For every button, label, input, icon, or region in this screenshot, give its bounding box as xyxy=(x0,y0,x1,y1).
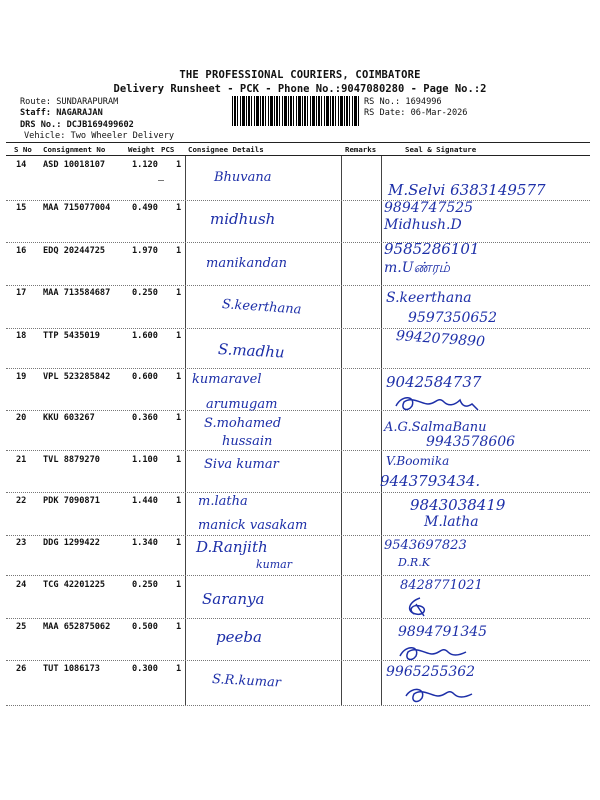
row-weight: 0.250 xyxy=(132,288,158,298)
signature-handwriting: V.Boomika xyxy=(386,454,450,468)
row-consignment-no: MAA 715077004 xyxy=(43,203,111,213)
company-title: THE PROFESSIONAL COURIERS, COIMBATORE xyxy=(179,69,421,81)
row-sno: 22 xyxy=(16,496,27,506)
row-separator xyxy=(6,328,590,329)
row-separator xyxy=(6,368,590,369)
row-separator xyxy=(6,705,590,706)
row-pcs: 1 xyxy=(176,331,182,341)
consignee-handwriting: D.Ranjith xyxy=(196,538,268,556)
barcode xyxy=(232,96,360,126)
row-consignment-no: TTP 5435019 xyxy=(43,331,100,341)
row-pcs: 1 xyxy=(176,246,182,256)
signature-handwriting: 9042584737 xyxy=(386,373,482,391)
seal-column-divider xyxy=(381,156,382,706)
col-consignee-details: Consignee Details xyxy=(188,145,264,154)
row-separator xyxy=(6,575,590,576)
signature-handwriting: 9965255362 xyxy=(386,664,476,680)
signature-handwriting: 9894791345 xyxy=(398,624,488,640)
row-pcs: 1 xyxy=(176,664,182,674)
signature-scribble xyxy=(402,684,482,706)
row-consignment-no: TCG 42201225 xyxy=(43,580,106,590)
row-pcs: 1 xyxy=(176,455,182,465)
row-sno: 23 xyxy=(16,538,27,548)
row-sno: 18 xyxy=(16,331,27,341)
consignee-handwriting: m.latha xyxy=(198,494,248,509)
consignee-handwriting: S.madhu xyxy=(217,340,285,362)
col-weight: Weight xyxy=(128,145,155,154)
signature-scribble xyxy=(392,392,488,414)
signature-handwriting: D.R.K xyxy=(398,556,430,569)
consignee-handwriting: manikandan xyxy=(206,256,288,271)
row-weight: 0.490 xyxy=(132,203,158,213)
rs-date: RS Date: 06-Mar-2026 xyxy=(364,108,468,118)
rs-number: RS No.: 1694996 xyxy=(364,97,442,107)
consignee-handwriting: kumaravel xyxy=(192,372,262,387)
signature-handwriting: m.Uண்ரம் xyxy=(384,260,450,276)
table-top-rule xyxy=(6,142,590,143)
row-separator xyxy=(6,285,590,286)
row-consignment-no: TUT 1086173 xyxy=(43,664,100,674)
row-consignment-no: DDG 1299422 xyxy=(43,538,100,548)
row-weight: 0.600 xyxy=(132,372,158,382)
dash-mark xyxy=(158,180,164,181)
signature-handwriting: 9585286101 xyxy=(384,240,480,258)
signature-handwriting: 9942079890 xyxy=(395,328,486,351)
row-weight: 0.250 xyxy=(132,580,158,590)
consignee-handwriting: manick vasakam xyxy=(198,518,308,533)
consignee-handwriting: Saranya xyxy=(202,590,265,608)
row-weight: 0.500 xyxy=(132,622,158,632)
col-sno: S No xyxy=(14,145,32,154)
signature-handwriting: 9894747525 xyxy=(384,200,474,216)
signature-handwriting: 9943578606 xyxy=(426,434,516,450)
route-label: Route: SUNDARAPURAM xyxy=(20,97,119,107)
consignee-handwriting: Bhuvana xyxy=(214,170,272,185)
signature-handwriting: Midhush.D xyxy=(384,217,462,233)
signature-scribble xyxy=(402,596,442,618)
row-sno: 19 xyxy=(16,372,27,382)
signature-scribble xyxy=(396,642,476,664)
row-weight: 0.360 xyxy=(132,413,158,423)
signature-handwriting: 9543697823 xyxy=(384,538,467,553)
consignee-handwriting: S.R.kumar xyxy=(211,672,282,691)
row-pcs: 1 xyxy=(176,496,182,506)
row-consignment-no: MAA 652875062 xyxy=(43,622,111,632)
signature-handwriting: M.Selvi 6383149577 xyxy=(388,181,546,199)
signature-handwriting: 8428771021 xyxy=(400,578,483,593)
row-consignment-no: EDQ 20244725 xyxy=(43,246,106,256)
row-separator xyxy=(6,660,590,661)
row-weight: 1.340 xyxy=(132,538,158,548)
row-separator xyxy=(6,410,590,411)
row-separator xyxy=(6,450,590,451)
row-sno: 21 xyxy=(16,455,27,465)
signature-handwriting: S.keerthana xyxy=(386,290,472,306)
row-weight: 1.120 xyxy=(132,160,158,170)
staff-name: NAGARAJAN xyxy=(56,108,103,118)
consignee-handwriting: S.keerthana xyxy=(221,297,302,318)
row-pcs: 1 xyxy=(176,622,182,632)
row-separator xyxy=(6,242,590,243)
consignee-handwriting: arumugam xyxy=(206,397,278,412)
col-pcs: PCS xyxy=(161,145,175,154)
row-separator xyxy=(6,618,590,619)
row-consignment-no: MAA 713584687 xyxy=(43,288,111,298)
row-pcs: 1 xyxy=(176,160,182,170)
staff-label xyxy=(20,108,103,118)
consignee-handwriting: hussain xyxy=(222,434,273,449)
row-pcs: 1 xyxy=(176,288,182,298)
row-pcs: 1 xyxy=(176,372,182,382)
row-weight: 1.100 xyxy=(132,455,158,465)
table-header-rule xyxy=(6,155,590,156)
signature-handwriting: 9443793434. xyxy=(380,472,481,490)
staff-prefix: Staff: xyxy=(20,108,57,118)
row-separator xyxy=(6,535,590,536)
row-separator xyxy=(6,492,590,493)
vehicle-type: Vehicle: Two Wheeler Delivery xyxy=(24,131,175,141)
row-weight: 1.970 xyxy=(132,246,158,256)
col-seal-signature: Seal & Signature xyxy=(405,145,477,154)
consignee-handwriting: peeba xyxy=(216,628,262,646)
col-remarks: Remarks xyxy=(345,145,377,154)
details-column-divider xyxy=(185,156,186,706)
row-sno: 14 xyxy=(16,160,27,170)
consignee-handwriting: Siva kumar xyxy=(204,457,279,472)
remarks-column-divider xyxy=(341,156,342,706)
row-sno: 26 xyxy=(16,664,27,674)
row-sno: 16 xyxy=(16,246,27,256)
row-pcs: 1 xyxy=(176,413,182,423)
row-sno: 17 xyxy=(16,288,27,298)
signature-handwriting: 9843038419 xyxy=(410,496,506,514)
row-consignment-no: KKU 603267 xyxy=(43,413,95,423)
row-sno: 15 xyxy=(16,203,27,213)
row-pcs: 1 xyxy=(176,203,182,213)
row-consignment-no: PDK 7090871 xyxy=(43,496,100,506)
signature-handwriting: A.G.SalmaBanu xyxy=(384,420,487,435)
row-sno: 20 xyxy=(16,413,27,423)
col-consignment: Consignment No xyxy=(43,145,106,154)
row-pcs: 1 xyxy=(176,538,182,548)
row-sno: 25 xyxy=(16,622,27,632)
consignee-handwriting: midhush xyxy=(210,210,276,228)
row-pcs: 1 xyxy=(176,580,182,590)
row-consignment-no: ASD 10018107 xyxy=(43,160,106,170)
runsheet-subtitle: Delivery Runsheet - PCK - Phone No.:9047080280 - Page No.:2 xyxy=(113,83,487,95)
signature-handwriting: M.latha xyxy=(424,514,479,530)
consignee-handwriting: S.mohamed xyxy=(204,416,282,431)
consignee-handwriting: kumar xyxy=(256,558,292,571)
drs-number: DRS No.: DCJB169499602 xyxy=(20,120,134,130)
row-sno: 24 xyxy=(16,580,27,590)
row-separator xyxy=(6,200,590,201)
row-consignment-no: VPL 523285842 xyxy=(43,372,111,382)
row-weight: 1.600 xyxy=(132,331,158,341)
row-weight: 1.440 xyxy=(132,496,158,506)
signature-handwriting: 9597350652 xyxy=(408,310,498,326)
row-consignment-no: TVL 8879270 xyxy=(43,455,100,465)
row-weight: 0.300 xyxy=(132,664,158,674)
